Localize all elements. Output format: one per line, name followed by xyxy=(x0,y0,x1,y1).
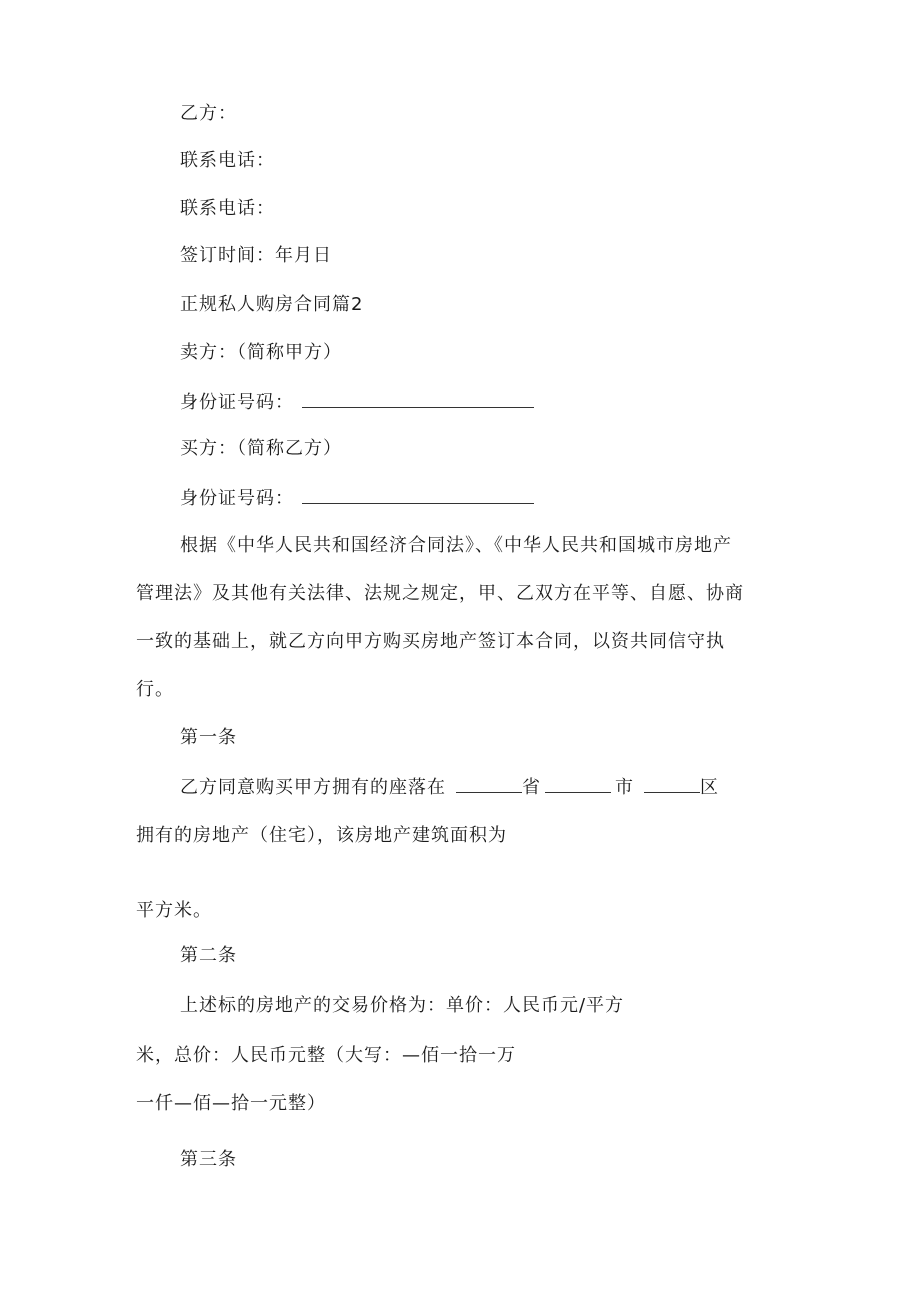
article-1-line-2: 拥有的房地产（住宅），该房地产建筑面积为 xyxy=(136,825,507,846)
seller-id-blank xyxy=(302,387,534,408)
sign-date: 签订时间：年月日 xyxy=(180,245,332,266)
buyer-line: 买方：（简称乙方） xyxy=(180,438,342,459)
article-2-line-2: 米，总价：人民币元整（大写：—佰一拾一万 xyxy=(136,1045,516,1066)
section-title: 正规私人购房合同篇2 xyxy=(180,294,364,315)
district-label: 区 xyxy=(700,777,719,798)
article-1-text: 乙方同意购买甲方拥有的座落在 xyxy=(180,777,446,798)
article-2-line-3: 一仟—佰—拾一元整） xyxy=(136,1093,326,1114)
district-blank xyxy=(644,772,700,793)
article-1-title: 第一条 xyxy=(180,727,237,748)
seller-id-label: 身份证号码： xyxy=(180,392,294,413)
seller-id-row xyxy=(180,387,534,417)
buyer-id-label: 身份证号码： xyxy=(180,488,294,509)
party-b-label: 乙方： xyxy=(180,103,237,124)
preamble-line-4: 行。 xyxy=(136,679,174,700)
preamble-line-2: 管理法》及其他有关法律、法规之规定，甲、乙双方在平等、自愿、协商 xyxy=(136,583,744,604)
city-label: 市 xyxy=(615,777,634,798)
article-3-title: 第三条 xyxy=(180,1149,237,1170)
preamble-line-3: 一致的基础上，就乙方向甲方购买房地产签订本合同，以资共同信守执 xyxy=(136,631,725,652)
phone-label-2: 联系电话： xyxy=(180,198,275,219)
article-2-title: 第二条 xyxy=(180,945,237,966)
phone-label-1: 联系电话： xyxy=(180,150,275,171)
article-1-line-3: 平方米。 xyxy=(136,900,212,921)
buyer-id-blank xyxy=(302,483,534,504)
city-blank xyxy=(545,772,611,793)
province-blank xyxy=(456,772,522,793)
province-label: 省 xyxy=(522,777,541,798)
seller-line: 卖方：（简称甲方） xyxy=(180,342,342,363)
buyer-id-row xyxy=(180,483,534,513)
article-2-line-1: 上述标的房地产的交易价格为：单价：人民币元/平方 xyxy=(180,995,625,1016)
article-1-line-1 xyxy=(180,772,719,802)
preamble-line-1: 根据《中华人民共和国经济合同法》、《中华人民共和国城市房地产 xyxy=(180,535,732,556)
